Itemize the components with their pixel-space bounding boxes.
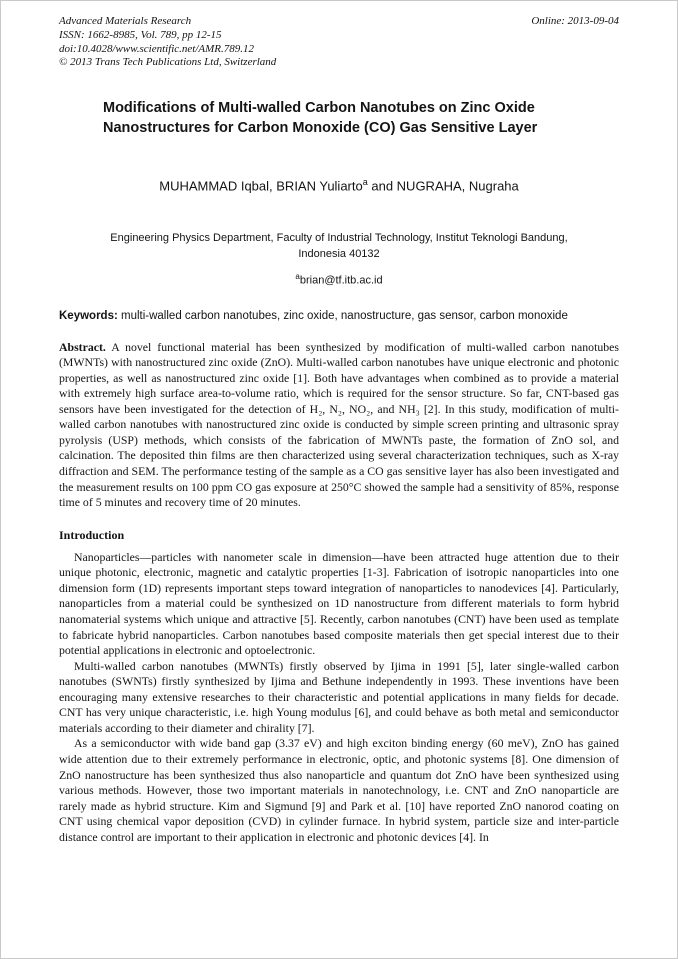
journal-name: Advanced Materials Research <box>59 15 192 27</box>
email-superscript: a <box>295 271 300 281</box>
email-address: brian@tf.itb.ac.id <box>299 274 383 287</box>
keywords-text: multi-walled carbon nanotubes, zinc oxide, nanostructure, gas sensor, carbon monoxide <box>121 310 568 323</box>
section-heading-introduction: Introduction <box>59 527 125 542</box>
doi-line: doi:10.4028/www.scientific.net/AMR.789.12 <box>59 42 255 55</box>
author-affiliation-superscript: a <box>362 176 368 187</box>
issn-volume-line: ISSN: 1662-8985, Vol. 789, pp 12-15 <box>59 28 222 41</box>
introduction-paragraph-2: Multi-walled carbon nanotubes (MWNTs) firstly observed by Ijima in 1991 [5], later single-walled carbon nanotubes (SWNTs) firstly synthesized by Ijima and Bethune independently in 1993. These inventions have been encouraging many extensive researches to their characteristic and potential applications in many fields for decade. CNT has very unique characteristic, i.e. high Young modulus [6], and could behave as both metal and semiconductor materials according to their diameter and chirality [7]. <box>59 658 619 735</box>
abstract <box>59 340 619 511</box>
author-email <box>59 272 619 287</box>
journal-header-left <box>59 15 276 70</box>
journal-header <box>59 15 619 70</box>
authors-rest: and NUGRAHA, Nugraha <box>367 177 519 193</box>
copyright-line: © 2013 Trans Tech Publications Ltd, Switzerland <box>59 56 277 69</box>
introduction-paragraph-3: As a semiconductor with wide band gap (3.37 eV) and high exciton binding energy (60 meV), ZnO has gained wide attention due to their extremely performance in electronic, optic, and photonic systems [8]. One dimension of ZnO nanostructure has been synthesized thus also nanoparticle and quantum dot ZnO have been synthesized using various methods. However, those two important materials in nanotechnology, i.e. CNT and ZnO nanoparticle are rarely made as hybrid structure. Kim and Sigmund [9] and Park et al. [10] have reported ZnO nanorod coating on CNT using chemical vapor deposition (CVD) in cylinder furnace. In hybrid system, particle size and inter-particle distance control are important to their application in electronic and photonic devices [4]. In <box>59 736 619 844</box>
affiliation-line-1: Engineering Physics Department, Faculty of Industrial Technology, Institut Teknologi Bandung, <box>110 231 568 244</box>
authors-main: MUHAMMAD Iqbal, BRIAN Yuliarto <box>159 177 363 193</box>
affiliation <box>59 231 619 263</box>
introduction-paragraph-1: Nanoparticles—particles with nanometer scale in dimension—have been attracted huge attention due to their unique photonic, electronic, magnetic and catalytic properties [1-3]. Fabrication of isotropic nanoparticles into one dimension form (1D) represents important steps toward integration of nanoparticles to nanodevices [4]. Particularly, nanoparticles from a material could be synthesized on 1D nanostructure from different materials to form hybrid nanomaterial systems which unique and attractive [5]. Recently, carbon nanotubes (CNT) have been used as template to fabricate hybrid nanoparticles. Carbon nanotubes based composite materials then get special interest due to their potential applications in electronic and optoelectronic. <box>59 549 619 658</box>
paper-title: Modifications of Multi-walled Carbon Nanotubes on Zinc Oxide Nanostructures for Carbon Monoxide (CO) Gas Sensitive Layer <box>103 100 538 137</box>
authors-line <box>59 177 619 193</box>
online-date: Online: 2013-09-04 <box>531 15 619 27</box>
keywords-line <box>59 308 619 324</box>
keywords-label: Keywords: <box>59 310 118 323</box>
abstract-text: A novel functional material has been synthesized by modification of multi-walled carbon nanotubes (MWNTs) with nanostructured zinc oxide (ZnO). Multi-walled carbon nanotubes have unique electronic and photonic properties, as well as nanostructured zinc oxide [1]. Both have advantages when combined as to provide a material with extremely high surface area-to-volume ratio, which is required for the sensor structure. So far, CNT-based gas sensors have been investigated for the detection of H₂, N₂, NO₂, and NH₃ [2]. In this study, modification of multi-walled carbon nanotubes with nanostructured zinc oxide is conducted by simple screen printing and ultrasonic spray pyrolysis (USP) methods, which consists of the fabrication of MWNTs paste, the formation of ZnO sol, and calcination. The deposited thin films are then characterized using several characterization techniques, such as X-ray diffraction and SEM. The performance testing of the sample as a CO gas sensitive layer has also been investigated and the measurement results on 100 ppm CO gas exposure at 250°C showed the sample had a sensitivity of 85%, response time of 5 minutes and recovery time of 20 minutes. <box>59 339 619 510</box>
abstract-label: Abstract. <box>59 339 106 354</box>
affiliation-line-2: Indonesia 40132 <box>298 247 380 260</box>
